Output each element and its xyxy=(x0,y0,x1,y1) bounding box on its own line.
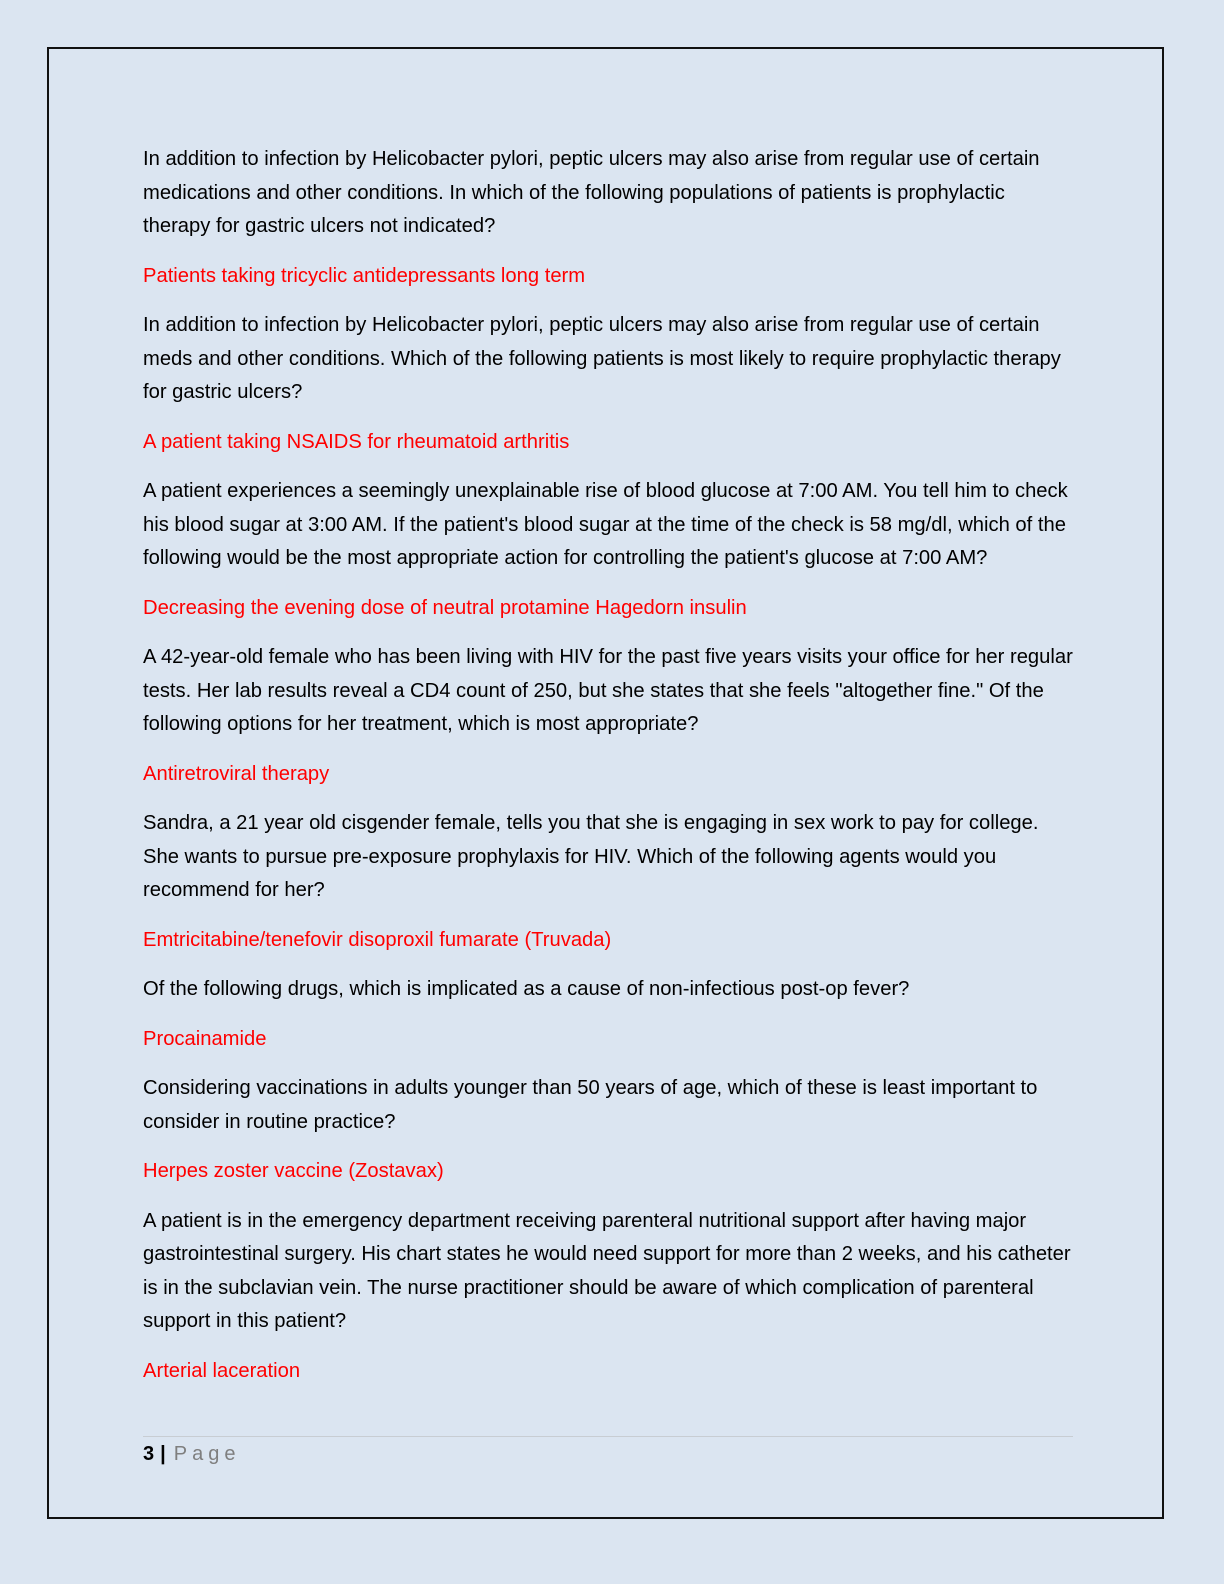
answer-2: A patient taking NSAIDS for rheumatoid arthritis xyxy=(143,430,570,453)
question-6: Of the following drugs, which is implicated as a cause of non-infectious post-op fever? xyxy=(143,978,910,1000)
question-5: Sandra, a 21 year old cisgender female, tells you that she is engaging in sex work to pay for college. She wants to pursue pre-exposure prophylaxis for HIV. Which of the following agents would you recommend for her? xyxy=(143,812,1039,901)
document-body xyxy=(143,143,1073,1404)
answer-8: Arterial laceration xyxy=(143,1359,301,1382)
page-number: 3 xyxy=(143,1443,155,1465)
answer-6: Procainamide xyxy=(143,1027,267,1050)
answer-5: Emtricitabine/tenefovir disoproxil fumarate (Truvada) xyxy=(143,928,612,951)
answer-1: Patients taking tricyclic antidepressants long term xyxy=(143,264,586,287)
answer-7: Herpes zoster vaccine (Zostavax) xyxy=(143,1160,444,1182)
footer-separator: | xyxy=(160,1443,166,1465)
question-3: A patient experiences a seemingly unexplainable rise of blood glucose at 7:00 AM. You tell him to check his blood sugar at 3:00 AM. If the patient's blood sugar at the time of the check is 58 mg/dl, which of the following would be the most appropriate action for controlling the patient's glucose at 7:00 AM? xyxy=(143,480,1068,569)
question-1: In addition to infection by Helicobacter pylori, peptic ulcers may also arise from regular use of certain medications and other conditions. In which of the following populations of patients is prophylactic therapy for gastric ulcers not indicated? xyxy=(143,148,1040,237)
question-4: A 42-year-old female who has been living with HIV for the past five years visits your office for her regular tests. Her lab results reveal a CD4 count of 250, but she states that she feels "altogether fine." Of the following options for her treatment, which is most appropriate? xyxy=(143,646,1073,735)
question-8: A patient is in the emergency department receiving parenteral nutritional support after having major gastrointestinal surgery. His chart states he would need support for more than 2 weeks, and his catheter is in the subclavian vein. The nurse practitioner should be aware of which complication of parenteral support in this patient? xyxy=(143,1209,1071,1332)
page-footer xyxy=(143,1441,240,1467)
question-7: Considering vaccinations in adults younger than 50 years of age, which of these is least important to consider in routine practice? xyxy=(143,1077,1038,1133)
question-2: In addition to infection by Helicobacter pylori, peptic ulcers may also arise from regular use of certain meds and other conditions. Which of the following patients is most likely to require prophylactic therapy for gastric ulcers? xyxy=(143,314,1061,403)
footer-divider xyxy=(143,1436,1073,1437)
answer-4: Antiretroviral therapy xyxy=(143,762,330,785)
page-label: Page xyxy=(173,1443,241,1465)
answer-3: Decreasing the evening dose of neutral protamine Hagedorn insulin xyxy=(143,596,747,619)
